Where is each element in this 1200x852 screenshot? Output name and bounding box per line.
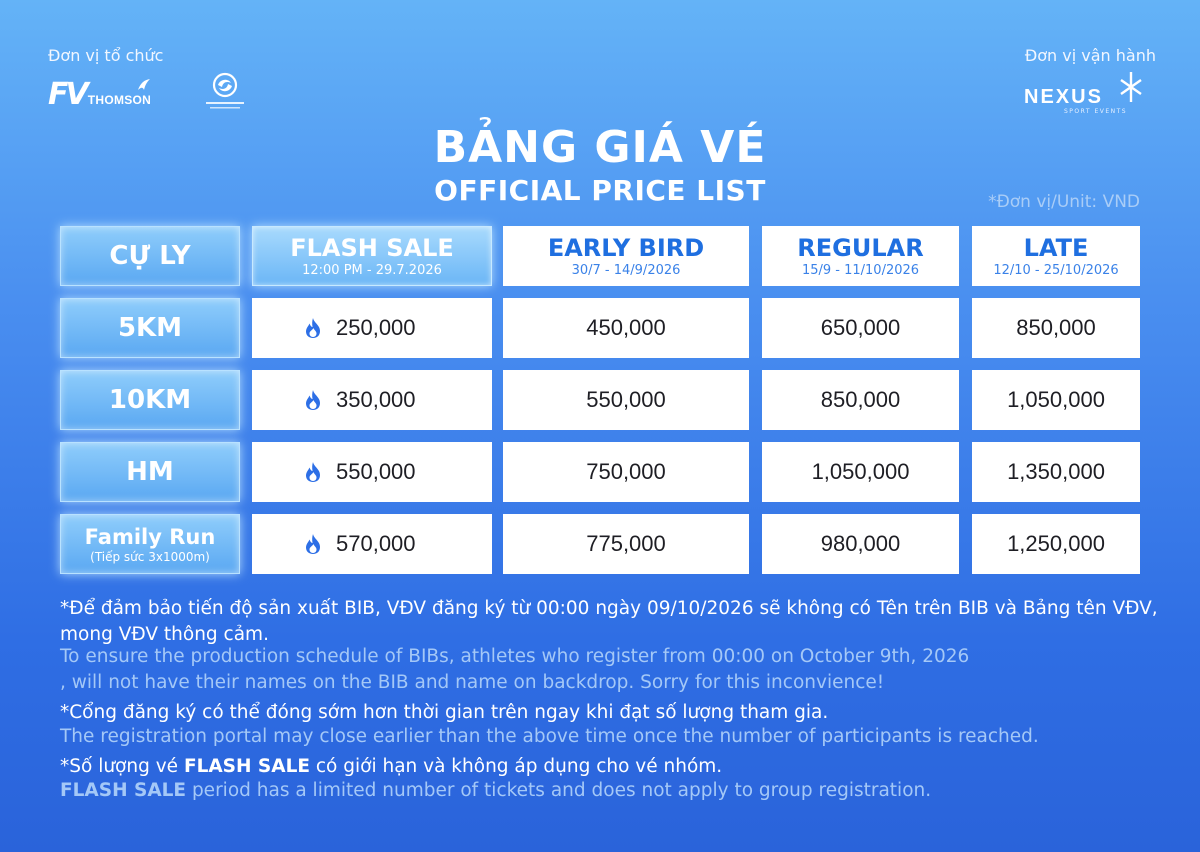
note-flash-sale-vi bbox=[60, 754, 1160, 780]
distance-cell-5km bbox=[60, 298, 240, 358]
price-cell-late bbox=[972, 514, 1140, 574]
price-cell-early-bird bbox=[503, 514, 749, 574]
nexus-emblem-icon bbox=[1118, 70, 1144, 104]
operator-label: Đơn vị vận hành bbox=[1024, 46, 1156, 65]
price-value: 250,000 bbox=[336, 315, 416, 340]
price-cell-flash-sale bbox=[252, 442, 492, 502]
price-value: 550,000 bbox=[336, 459, 416, 484]
price-value: 550,000 bbox=[586, 387, 666, 412]
price-value: 850,000 bbox=[820, 387, 901, 412]
price-cell-late bbox=[972, 370, 1140, 430]
price-cell-flash-sale bbox=[252, 370, 492, 430]
note-bold-flash-sale: FLASH SALE bbox=[60, 780, 187, 801]
period-date: 15/9 - 11/10/2026 bbox=[801, 262, 920, 278]
note-bib-vi: *Để đảm bảo tiến độ sản xuất BIB, VĐV đăng ký từ 00:00 ngày 09/10/2026 sẽ không có Tên trên BIB và Bảng tên VĐV, mong VĐV thông cảm. bbox=[60, 598, 1158, 645]
nexus-logo bbox=[1024, 70, 1144, 116]
price-cell-early-bird bbox=[503, 442, 749, 502]
distance-cell-10km bbox=[60, 370, 240, 430]
distance-cell-family-run bbox=[60, 514, 240, 574]
distance-name: 5KM bbox=[117, 313, 183, 343]
price-value: 1,250,000 bbox=[1007, 531, 1105, 556]
distance-header bbox=[60, 226, 240, 286]
period-name: EARLY BIRD bbox=[547, 233, 705, 262]
flame-icon bbox=[304, 461, 322, 483]
period-header-regular bbox=[762, 226, 959, 286]
flame-icon bbox=[304, 389, 322, 411]
period-header-late bbox=[972, 226, 1140, 286]
price-value: 1,050,000 bbox=[811, 459, 910, 484]
price-cell-flash-sale bbox=[252, 514, 492, 574]
note-bib-en-line2: , will not have their names on the BIB and name on backdrop. Sorry for this inconvience! bbox=[60, 672, 885, 693]
page-title-vi: BẢNG GIÁ VÉ bbox=[433, 122, 767, 173]
seal-logo bbox=[200, 70, 250, 114]
nexus-logo-text: NEXUS bbox=[1024, 86, 1103, 108]
price-value: 1,050,000 bbox=[1007, 387, 1105, 412]
period-date: 30/7 - 14/9/2026 bbox=[571, 262, 681, 278]
period-header-early-bird bbox=[503, 226, 749, 286]
distance-name: 10KM bbox=[108, 385, 192, 415]
note-portal-en: The registration portal may close earlier than the above time once the number of participants is reached. bbox=[60, 726, 1039, 747]
organizer-label: Đơn vị tổ chức bbox=[48, 46, 164, 65]
flame-icon bbox=[304, 533, 322, 555]
price-value: 980,000 bbox=[820, 531, 901, 556]
price-cell-early-bird bbox=[503, 298, 749, 358]
price-cell-regular bbox=[762, 514, 959, 574]
period-name: LATE bbox=[1023, 233, 1089, 262]
price-value: 1,350,000 bbox=[1007, 459, 1105, 484]
price-value: 350,000 bbox=[336, 387, 416, 412]
price-value: 750,000 bbox=[586, 459, 666, 484]
fv-logo-text: FV bbox=[48, 77, 86, 112]
period-date: 12:00 PM - 29.7.2026 bbox=[302, 262, 442, 278]
nexus-logo-subtext: SPORT EVENTS bbox=[1064, 108, 1128, 115]
price-value: 775,000 bbox=[586, 531, 666, 556]
distance-name: HM bbox=[126, 457, 174, 487]
price-cell-flash-sale bbox=[252, 298, 492, 358]
note-text: *Số lượng vé bbox=[60, 756, 184, 777]
page-title-en: OFFICIAL PRICE LIST bbox=[434, 174, 766, 207]
price-cell-early-bird bbox=[503, 370, 749, 430]
distance-cell-hm bbox=[60, 442, 240, 502]
note-portal-vi: *Cổng đăng ký có thể đóng sớm hơn thời gian trên ngay khi đạt số lượng tham gia. bbox=[60, 702, 829, 723]
note-bold-flash-sale: FLASH SALE bbox=[183, 756, 310, 777]
period-date: 12/10 - 25/10/2026 bbox=[993, 262, 1119, 278]
unit-note: *Đơn vị/Unit: VND bbox=[988, 192, 1140, 212]
flame-icon bbox=[304, 317, 322, 339]
price-cell-regular bbox=[762, 442, 959, 502]
period-name: REGULAR bbox=[797, 233, 924, 262]
note-bib-en-line1: To ensure the production schedule of BIBs, athletes who register from 00:00 on October 9th, 2026 bbox=[60, 646, 970, 667]
bird-icon bbox=[136, 78, 152, 92]
price-cell-regular bbox=[762, 370, 959, 430]
price-value: 450,000 bbox=[586, 315, 666, 340]
period-header-flash-sale bbox=[252, 226, 492, 286]
note-text: period has a limited number of tickets and does not apply to group registration. bbox=[186, 780, 932, 801]
note-text: có giới hạn và không áp dụng cho vé nhóm. bbox=[310, 756, 723, 777]
price-cell-late bbox=[972, 442, 1140, 502]
period-name: FLASH SALE bbox=[290, 233, 454, 262]
price-cell-regular bbox=[762, 298, 959, 358]
price-value: 850,000 bbox=[1016, 315, 1096, 340]
price-value: 570,000 bbox=[336, 531, 416, 556]
distance-header-label: CỰ LY bbox=[109, 241, 191, 271]
price-cell-late bbox=[972, 298, 1140, 358]
thomson-logo-text: THOMSON bbox=[87, 93, 152, 107]
note-flash-sale-en bbox=[60, 778, 1160, 804]
distance-name: Family Run bbox=[84, 524, 216, 549]
distance-subtitle: (Tiếp sức 3x1000m) bbox=[90, 549, 210, 564]
price-value: 650,000 bbox=[820, 315, 901, 340]
